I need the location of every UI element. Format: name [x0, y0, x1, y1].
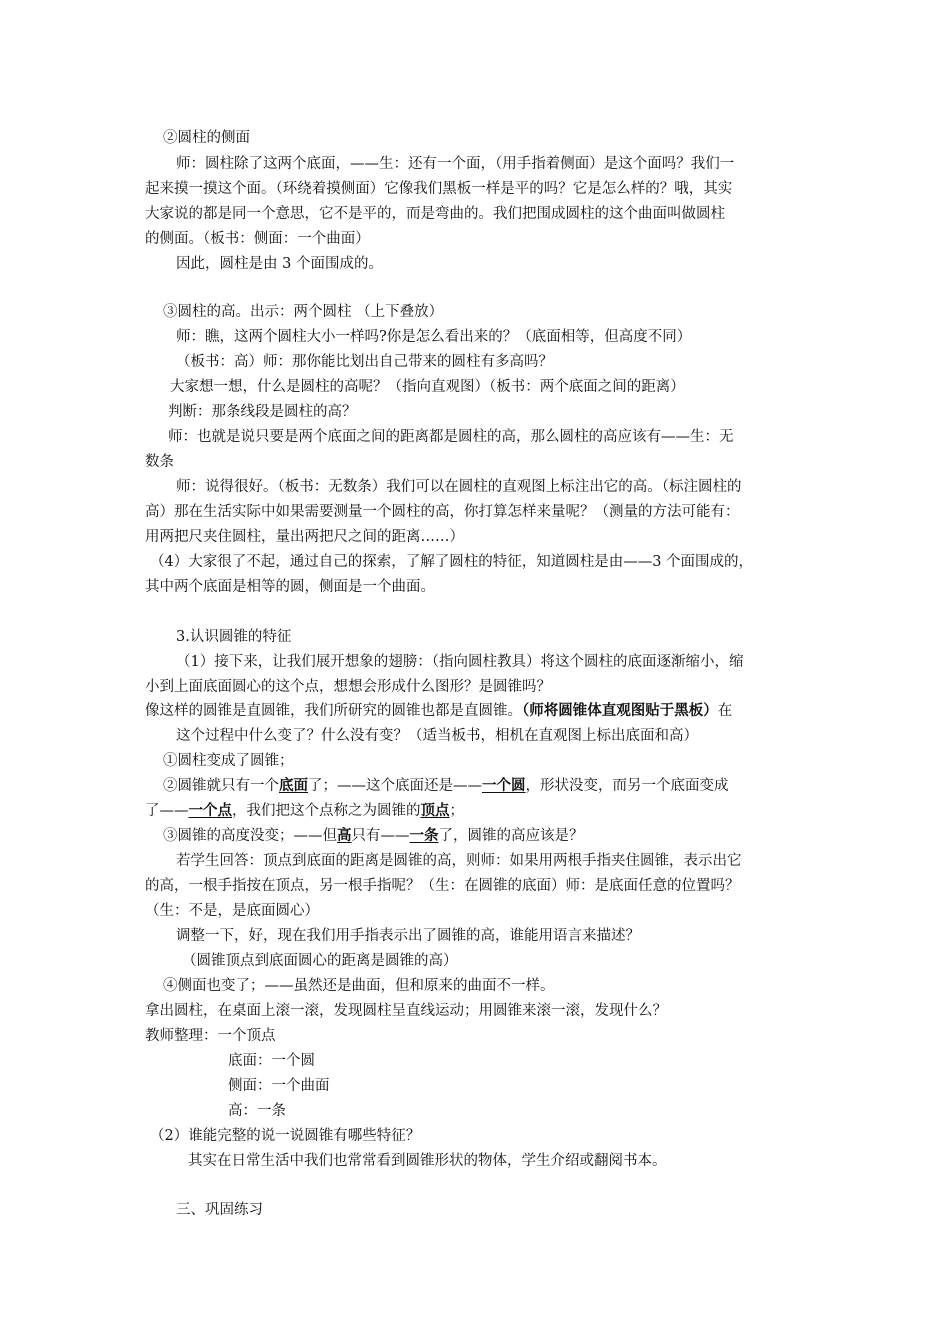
text-run: 师：圆柱除了这两个底面，——生：还有一个面，（用手指着侧面）是这个面吗？我们一 — [176, 156, 735, 172]
emphasis-text: 一个点 — [188, 802, 232, 819]
text-line — [163, 976, 809, 996]
text-run: 高：一条 — [228, 1103, 286, 1119]
text-line — [176, 154, 809, 174]
text-run: （生：不是，是底面圆心） — [145, 903, 319, 919]
text-run: 师：也就是说只要是两个底面之间的距离都是圆柱的高，那么圆柱的高应该有——生：无 — [168, 429, 734, 445]
text-run: 的高，一根手指按在顶点，另一根手指呢？（生：在圆锥的底面）师：是底面任意的位置吗？ — [145, 878, 740, 894]
text-run: 了，圆锥的高应该是？ — [438, 828, 584, 844]
text-line — [163, 751, 809, 771]
text-run: 了；——这个底面还是—— — [308, 778, 482, 794]
text-line — [188, 1151, 809, 1171]
text-run: 这个过程中什么变了？什么没有变？（适当板书，相机在直观图上标出底面和高） — [176, 728, 698, 744]
text-run: （1）接下来，让我们展开想象的翅膀：（指向圆柱教具）将这个圆柱的底面逐渐缩小，缩 — [176, 654, 744, 670]
text-line — [145, 204, 809, 224]
emphasis-text: 底面 — [279, 777, 308, 794]
text-line — [176, 1200, 809, 1220]
text-line — [150, 552, 809, 572]
text-run: 像这样的圆锥是直圆锥，我们所研究的圆锥也都是直圆锥。 — [145, 703, 522, 719]
text-line — [176, 726, 809, 746]
text-run: ，我们把这个点称之为圆锥的 — [232, 803, 421, 819]
text-line — [145, 179, 809, 199]
text-run: ②圆锥就只有一个 — [163, 778, 279, 794]
text-line — [145, 876, 809, 896]
text-run: 其实在日常生活中我们也常常看到圆锥形状的物体，学生介绍或翻阅书本。 — [188, 1153, 667, 1169]
text-line — [163, 128, 809, 148]
text-run: 大家说的都是同一个意思，它不是平的，而是弯曲的。我们把围成圆柱的这个曲面叫做圆柱 — [145, 206, 725, 222]
text-run: 在 — [717, 703, 733, 719]
text-run: ②圆柱的侧面 — [163, 130, 250, 146]
text-run: 了—— — [145, 803, 189, 819]
text-run: （4）大家很了不起，通过自己的探索，了解了圆柱的特征，知道圆柱是由——3 个面围成的， — [150, 554, 754, 570]
text-line — [176, 352, 809, 372]
text-line — [176, 652, 809, 672]
text-run: 侧面：一个曲面 — [228, 1078, 330, 1094]
text-run: 底面：一个圆 — [228, 1053, 315, 1069]
text-run: 拿出圆柱，在桌面上滚一滚，发现圆柱呈直线运动；用圆锥来滚一滚，发现什么？ — [145, 1003, 667, 1019]
text-run: 高）那在生活实际中如果需要测量一个圆柱的高，你打算怎样来量呢？（测量的方法可能有： — [145, 504, 740, 520]
text-run: ④侧面也变了；——虽然还是曲面，但和原来的曲面不一样。 — [163, 978, 555, 994]
text-run: （2）谁能完整的说一说圆锥有哪些特征？ — [150, 1128, 421, 1144]
text-run: ③圆锥的高度没变；——但 — [163, 828, 337, 844]
text-run: 3.认识圆锥的特征 — [176, 629, 292, 645]
text-line — [163, 776, 809, 796]
text-run: （板书：高）师：那你能比划出自己带来的圆柱有多高吗？ — [176, 354, 553, 370]
text-run: 的侧面。（板书：侧面：一个曲面） — [145, 231, 370, 247]
text-run: 调整一下，好，现在我们用手指表示出了圆锥的高，谁能用语言来描述？ — [176, 928, 640, 944]
text-line — [176, 851, 809, 871]
emphasis-text: 高 — [337, 827, 352, 844]
text-line — [228, 1076, 809, 1096]
text-run: ，形状没变，而另一个底面变成 — [525, 778, 729, 794]
text-run: 因此，圆柱是由 3 个面围成的。 — [176, 256, 383, 272]
text-run: 只有—— — [351, 828, 410, 844]
text-line — [168, 402, 809, 422]
text-line — [176, 477, 809, 497]
text-run: 用两把尺夹住圆柱，量出两把尺之间的距离……） — [145, 529, 464, 545]
text-run: ； — [449, 803, 464, 819]
text-line — [176, 327, 809, 347]
text-line — [145, 229, 809, 249]
text-line — [145, 801, 809, 821]
emphasis-text: 一条 — [409, 827, 439, 844]
text-line — [176, 926, 809, 946]
text-run: 若学生回答：顶点到底面的距离是圆锥的高，则师：如果用两根手指夹住圆锥，表示出它 — [176, 853, 742, 869]
text-run: 大家想一想，什么是圆柱的高呢？（指向直观图）（板书：两个底面之间的距离） — [170, 379, 685, 395]
text-line — [176, 254, 809, 274]
text-line — [163, 302, 809, 322]
text-line — [182, 951, 809, 971]
text-run: 教师整理：一个顶点 — [145, 1028, 276, 1044]
text-line — [145, 527, 809, 547]
text-line — [145, 901, 809, 921]
text-line — [145, 452, 809, 472]
text-line — [168, 427, 809, 447]
text-run: 起来摸一摸这个面。（环绕着摸侧面）它像我们黑板一样是平的吗？它是怎么样的？哦，其实 — [145, 181, 733, 197]
text-line — [170, 377, 809, 397]
text-line — [145, 502, 809, 522]
text-line — [228, 1051, 809, 1071]
text-line — [150, 1126, 809, 1146]
text-run: 其中两个底面是相等的圆，侧面是一个曲面。 — [145, 579, 435, 595]
text-run: 师：瞧，这两个圆柱大小一样吗?你是怎么看出来的？（底面相等，但高度不同） — [176, 329, 692, 345]
text-line — [228, 1101, 809, 1121]
text-line — [163, 826, 809, 846]
text-line — [145, 1001, 809, 1021]
text-run: 判断：那条线段是圆柱的高？ — [168, 404, 357, 420]
text-run: 师：说得很好。（板书：无数条）我们可以在圆柱的直观图上标注出它的高。（标注圆柱的 — [176, 479, 742, 495]
text-run: 数条 — [145, 454, 174, 470]
text-line — [145, 701, 809, 721]
text-run: 三、巩固练习 — [176, 1202, 263, 1218]
emphasis-text: （师将圆锥体直观图贴于黑板） — [522, 702, 718, 719]
text-line — [145, 577, 809, 597]
text-run: 小到上面底面圆心的这个点，想想会形成什么图形？是圆锥吗？ — [145, 679, 551, 695]
text-line — [176, 627, 809, 647]
text-run: （圆锥顶点到底面圆心的距离是圆锥的高） — [182, 953, 458, 969]
text-run: ①圆柱变成了圆锥； — [163, 753, 294, 769]
text-run: ③圆柱的高。出示：两个圆柱 （上下叠放） — [163, 304, 444, 320]
text-line — [145, 677, 809, 697]
emphasis-text: 顶点 — [420, 802, 450, 819]
emphasis-text: 一个圆 — [482, 777, 526, 794]
text-line — [145, 1026, 809, 1046]
